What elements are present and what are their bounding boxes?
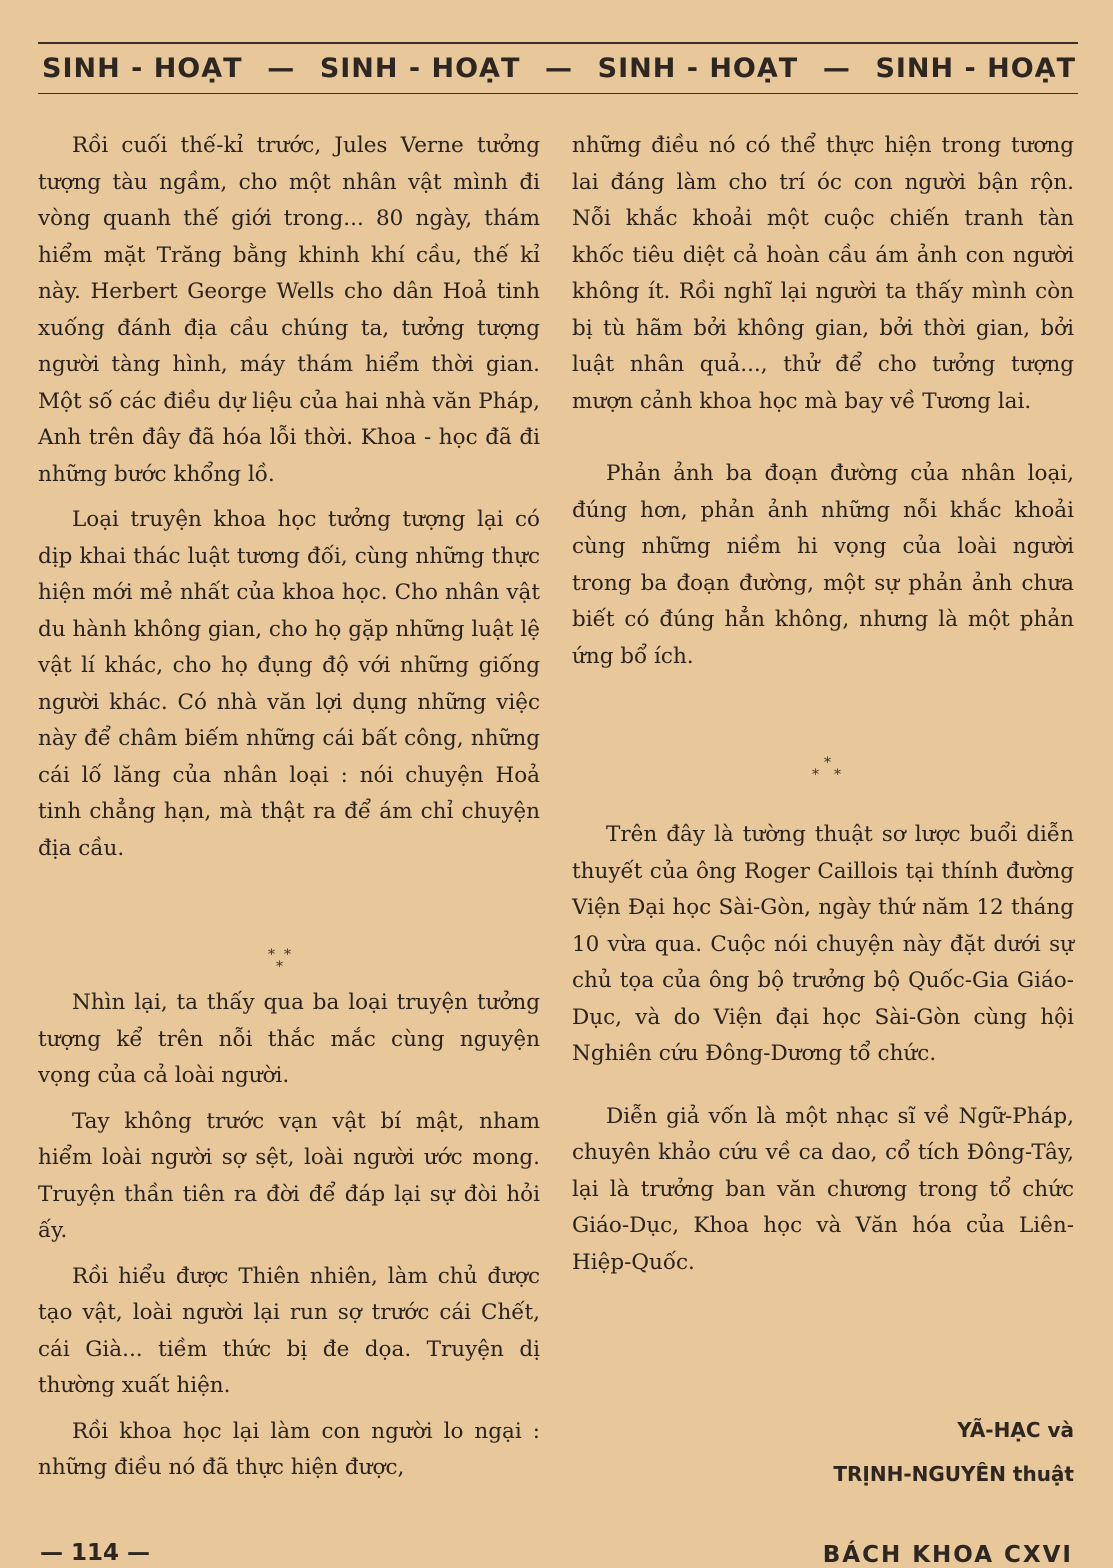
header-item-2: SINH - HOẠT <box>319 52 521 84</box>
left-column <box>38 128 540 1487</box>
right-section-gap <box>572 675 1074 817</box>
right-paragraph-1: những điều nó có thể thực hiện trong tương lai đáng làm cho trí óc con người bận rộn. Nỗi khắc khoải một cuộc chiến tranh tàn khốc tiêu diệt cả hoàn cầu ám ảnh con người không ít. Rồi nghĩ lại người ta thấy mình còn bị tù hãm bởi không gian, bởi thời gian, bởi luật nhân quả..., thử để cho tưởng tượng mượn cảnh khoa học mà bay về Tương lai. <box>572 133 1074 414</box>
left-paragraph-4: Tay không trước vạn vật bí mật, nham hiểm loài người sợ sệt, loài người ước mong. Truyện thần tiên ra đời để đáp lại sự đòi hỏi ấy. <box>38 1108 540 1243</box>
ornament-star: * <box>824 755 831 771</box>
left-paragraph-3: Nhìn lại, ta thấy qua ba loại truyện tưởng tượng kể trên nỗi thắc mắc cùng nguyện vọng của cả loài người. <box>38 990 540 1088</box>
header-top-rule <box>38 42 1078 44</box>
header-bottom-rule <box>38 93 1078 94</box>
left-paragraph-6: Rồi khoa học lại làm con người lo ngại : những điều nó đã thực hiện được, <box>38 1418 540 1480</box>
author-signature-line-2: TRỊNH-NGUYÊN thuật <box>833 1462 1074 1486</box>
left-paragraph-1: Rồi cuối thế-kỉ trước, Jules Verne tưởng tượng tàu ngầm, cho một nhân vật mình đi vòng quanh thế giới trong... 80 ngày, thám hiểm mặt Trăng bằng khinh khí cầu, thế kỉ này. Herbert George Wells cho dân Hoả tinh xuống đánh địa cầu chúng ta, tưởng tượng người tàng hình, máy thám hiểm thời gian. Một số các điều dự liệu của hai nhà văn Pháp, Anh trên đây đã hóa lỗi thời. Khoa - học đã đi những bước khổng lồ. <box>38 133 540 487</box>
header-separator-2: — <box>545 52 573 84</box>
header-item-3: SINH - HOẠT <box>597 52 799 84</box>
ornament-star: * <box>268 947 275 963</box>
header-separator-1: — <box>267 52 296 84</box>
left-paragraph-2: Loại truyện khoa học tưởng tượng lại có dịp khai thác luật tương đối, cùng những thực hiện mới mẻ nhất của khoa học. Cho nhân vật du hành không gian, cho họ gặp những luật lệ vật lí khác, cho họ đụng độ với những giống người khác. Có nhà văn lợi dụng những việc này để châm biếm những cái bất công, những cái lố lăng của nhân loại : nói chuyện Hoả tinh chẳng hạn, mà thật ra để ám chỉ chuyện địa cầu. <box>38 507 540 861</box>
header-separator-3: — <box>822 52 851 84</box>
author-signature-line-1: YÃ-HẠC và <box>957 1418 1074 1442</box>
ornament-star: * <box>284 947 291 963</box>
header-item-4: SINH - HOẠT <box>875 52 1076 84</box>
right-paragraph-3: Trên đây là tường thuật sơ lược buổi diễn thuyết của ông Roger Caillois tại thính đường Viện Đại học Sài-Gòn, ngày thứ năm 12 tháng 10 vừa qua. Cuộc nói chuyện này đặt dưới sự chủ tọa của ông bộ trưởng bộ Quốc-Gia Giáo-Dục, và do Viện đại học Sài-Gòn cùng hội Nghiên cứu Đông-Dương tổ chức. <box>572 822 1074 1066</box>
section-break-ornament-left <box>262 946 302 978</box>
right-column <box>572 128 1074 1281</box>
right-paragraph-4: Diễn giả vốn là một nhạc sĩ về Ngữ-Pháp, chuyên khảo cứu về ca dao, cổ tích Đông-Tây, lại là trưởng ban văn chương trong tổ chức Giáo-Dục, Khoa học và Văn hóa của Liên-Hiệp-Quốc. <box>572 1103 1074 1275</box>
ornament-star: * <box>834 767 841 783</box>
header-item-1: SINH - HOẠT <box>42 52 243 84</box>
running-header <box>42 48 1076 88</box>
ornament-star: * <box>276 959 283 975</box>
publication-name: BÁCH KHOA CXVI <box>822 1542 1073 1568</box>
ornament-star: * <box>812 767 819 783</box>
page-number: — 114 — <box>40 1540 151 1566</box>
left-paragraph-5: Rồi hiểu được Thiên nhiên, làm chủ được tạo vật, loài người lại run sợ trước cái Chết, cái Già... tiềm thức bị đe dọa. Truyện dị thường xuất hiện. <box>38 1263 540 1398</box>
section-break-ornament-right <box>806 756 846 788</box>
right-paragraph-2: Phản ảnh ba đoạn đường của nhân loại, đúng hơn, phản ảnh những nỗi khắc khoải cùng những niềm hi vọng của loài người trong ba đoạn đường, một sự phản ảnh chưa biết có đúng hẳn không, nhưng là một phản ứng bổ ích. <box>572 461 1074 669</box>
